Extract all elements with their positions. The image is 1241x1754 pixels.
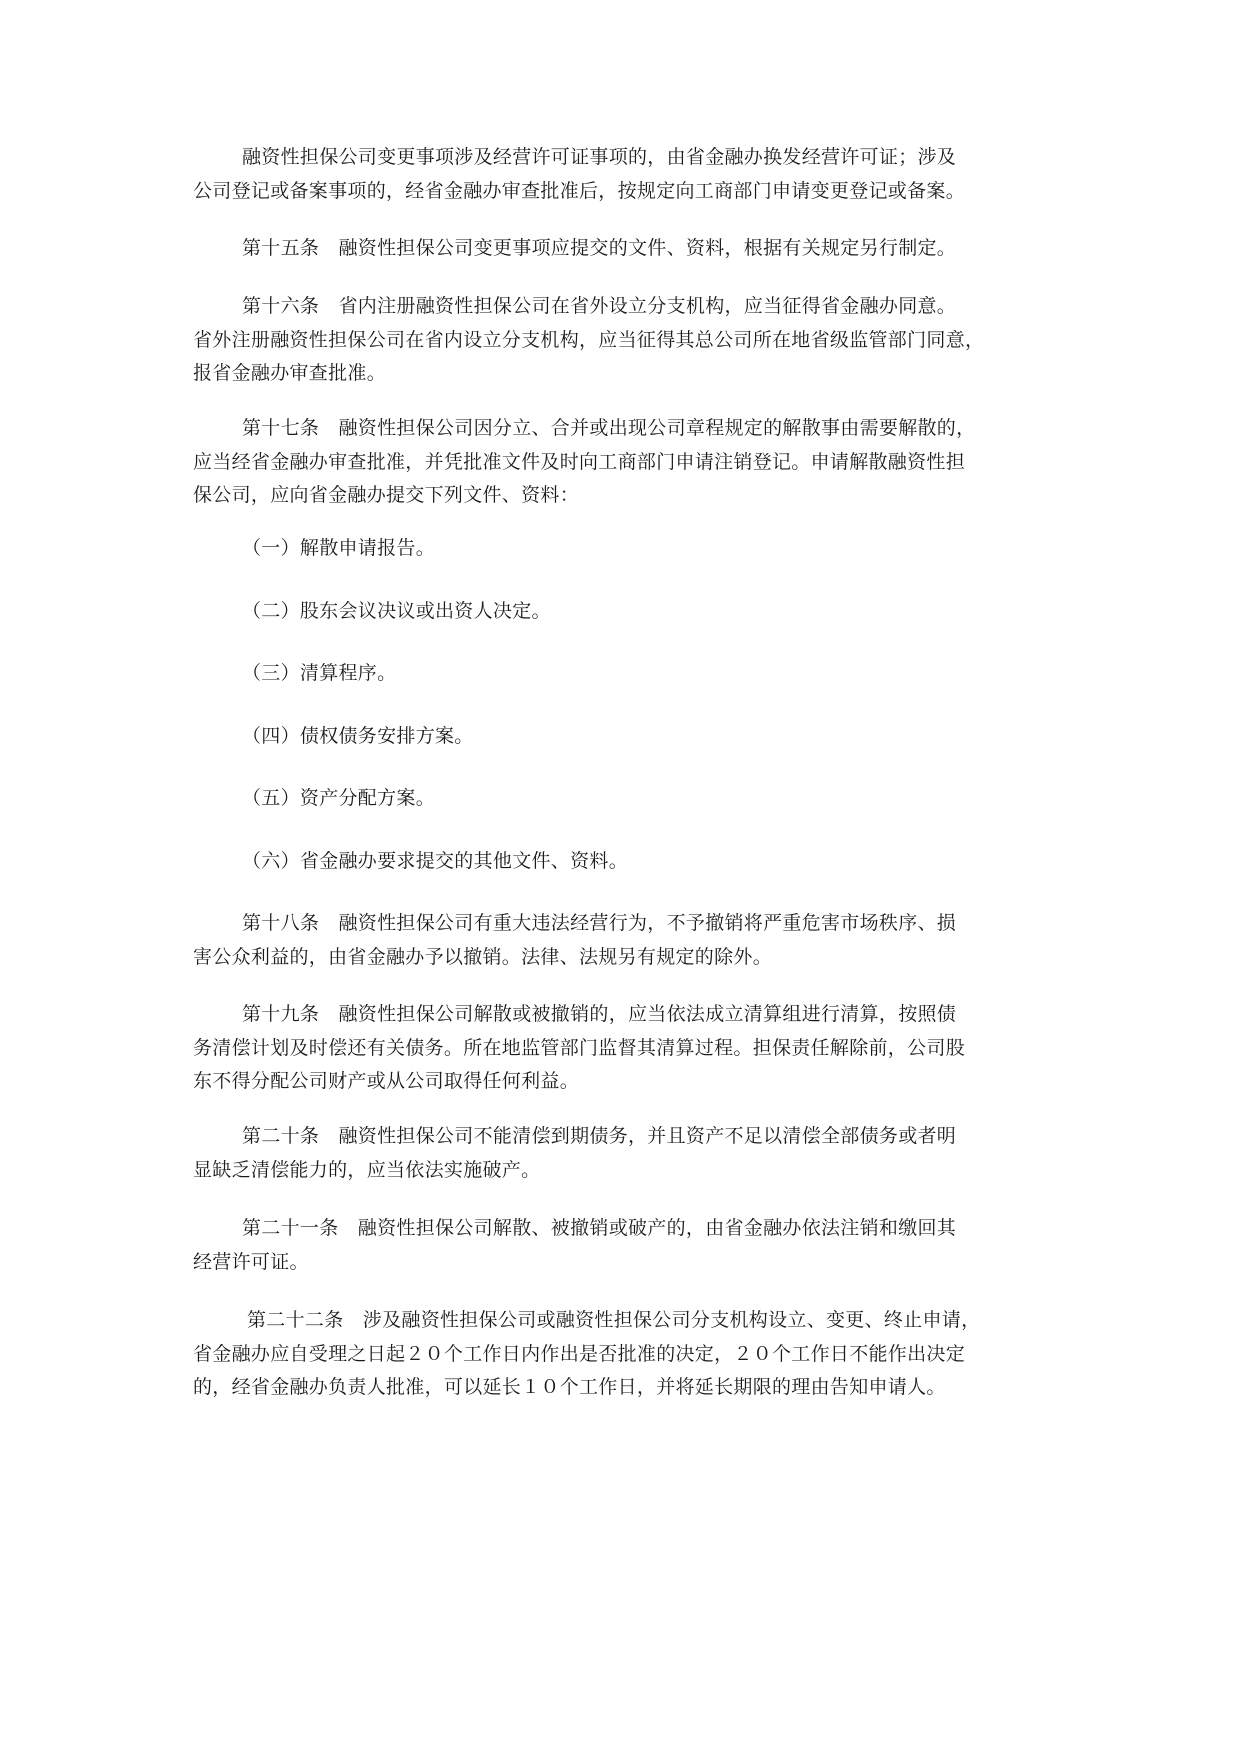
article-20: [193, 1120, 1055, 1187]
list-item: （六）省金融办要求提交的其他文件、资料。: [242, 850, 629, 872]
paragraph-line: 第二十二条 涉及融资性担保公司或融资性担保公司分支机构设立、变更、终止申请，: [247, 1309, 981, 1331]
article-15: [193, 232, 1055, 266]
list-item: （五）资产分配方案。: [242, 787, 436, 809]
paragraph-line: 保公司，应向省金融办提交下列文件、资料：: [193, 484, 580, 506]
paragraph-line: 显缺乏清偿能力的，应当依法实施破产。: [193, 1158, 541, 1181]
paragraph-change-license: [193, 141, 1055, 208]
paragraph-line: 第二十条 融资性担保公司不能清偿到期债务，并且资产不足以清偿全部债务或者明: [242, 1125, 957, 1147]
article-17: [193, 412, 1055, 513]
paragraph-line: 报省金融办审查批准。: [193, 362, 387, 384]
list-item: （二）股东会议决议或出资人决定。: [242, 600, 551, 622]
paragraph-line: 公司登记或备案事项的，经省金融办审查批准后，按规定向工商部门申请变更登记或备案。: [193, 179, 966, 202]
article-19: [193, 998, 1055, 1099]
paragraph-line: 融资性担保公司变更事项涉及经营许可证事项的，由省金融办换发经营许可证；涉及: [242, 146, 957, 168]
paragraph-line: 第十八条 融资性担保公司有重大违法经营行为，不予撤销将严重危害市场秩序、损: [242, 912, 957, 934]
paragraph-line: 害公众利益的，由省金融办予以撤销。法律、法规另有规定的除外。: [193, 945, 773, 968]
article-18: [193, 907, 1055, 974]
paragraph-line: 第十六条 省内注册融资性担保公司在省外设立分支机构，应当征得省金融办同意。: [242, 295, 957, 317]
paragraph-line: 第十九条 融资性担保公司解散或被撤销的，应当依法成立清算组进行清算，按照债: [242, 1003, 957, 1025]
paragraph-line: 省金融办应自受理之日起２０个工作日内作出是否批准的决定，２０个工作日不能作出决定: [193, 1342, 966, 1365]
article-21: [193, 1212, 1055, 1279]
paragraph-line: 第十七条 融资性担保公司因分立、合并或出现公司章程规定的解散事由需要解散的，: [242, 417, 976, 439]
paragraph-line: 第十五条 融资性担保公司变更事项应提交的文件、资料，根据有关规定另行制定。: [242, 237, 957, 259]
paragraph-line: 东不得分配公司财产或从公司取得任何利益。: [193, 1070, 580, 1092]
paragraph-line: 经营许可证。: [193, 1250, 309, 1273]
list-item: （一）解散申请报告。: [242, 537, 436, 559]
article-22: [193, 1304, 1055, 1405]
paragraph-line: 第二十一条 融资性担保公司解散、被撤销或破产的，由省金融办依法注销和缴回其: [242, 1217, 957, 1239]
paragraph-line: 的，经省金融办负责人批准，可以延长１０个工作日，并将延长期限的理由告知申请人。: [193, 1376, 946, 1398]
article-16: [193, 290, 1055, 391]
paragraph-line: 务清偿计划及时偿还有关债务。所在地监管部门监督其清算过程。担保责任解除前，公司股: [193, 1036, 966, 1059]
paragraph-line: 应当经省金融办审查批准，并凭批准文件及时向工商部门申请注销登记。申请解散融资性担: [193, 450, 966, 473]
paragraph-line: 省外注册融资性担保公司在省内设立分支机构，应当征得其总公司所在地省级监管部门同意，: [193, 328, 985, 351]
list-item: （三）清算程序。: [242, 662, 397, 684]
list-item: （四）债权债务安排方案。: [242, 725, 474, 747]
